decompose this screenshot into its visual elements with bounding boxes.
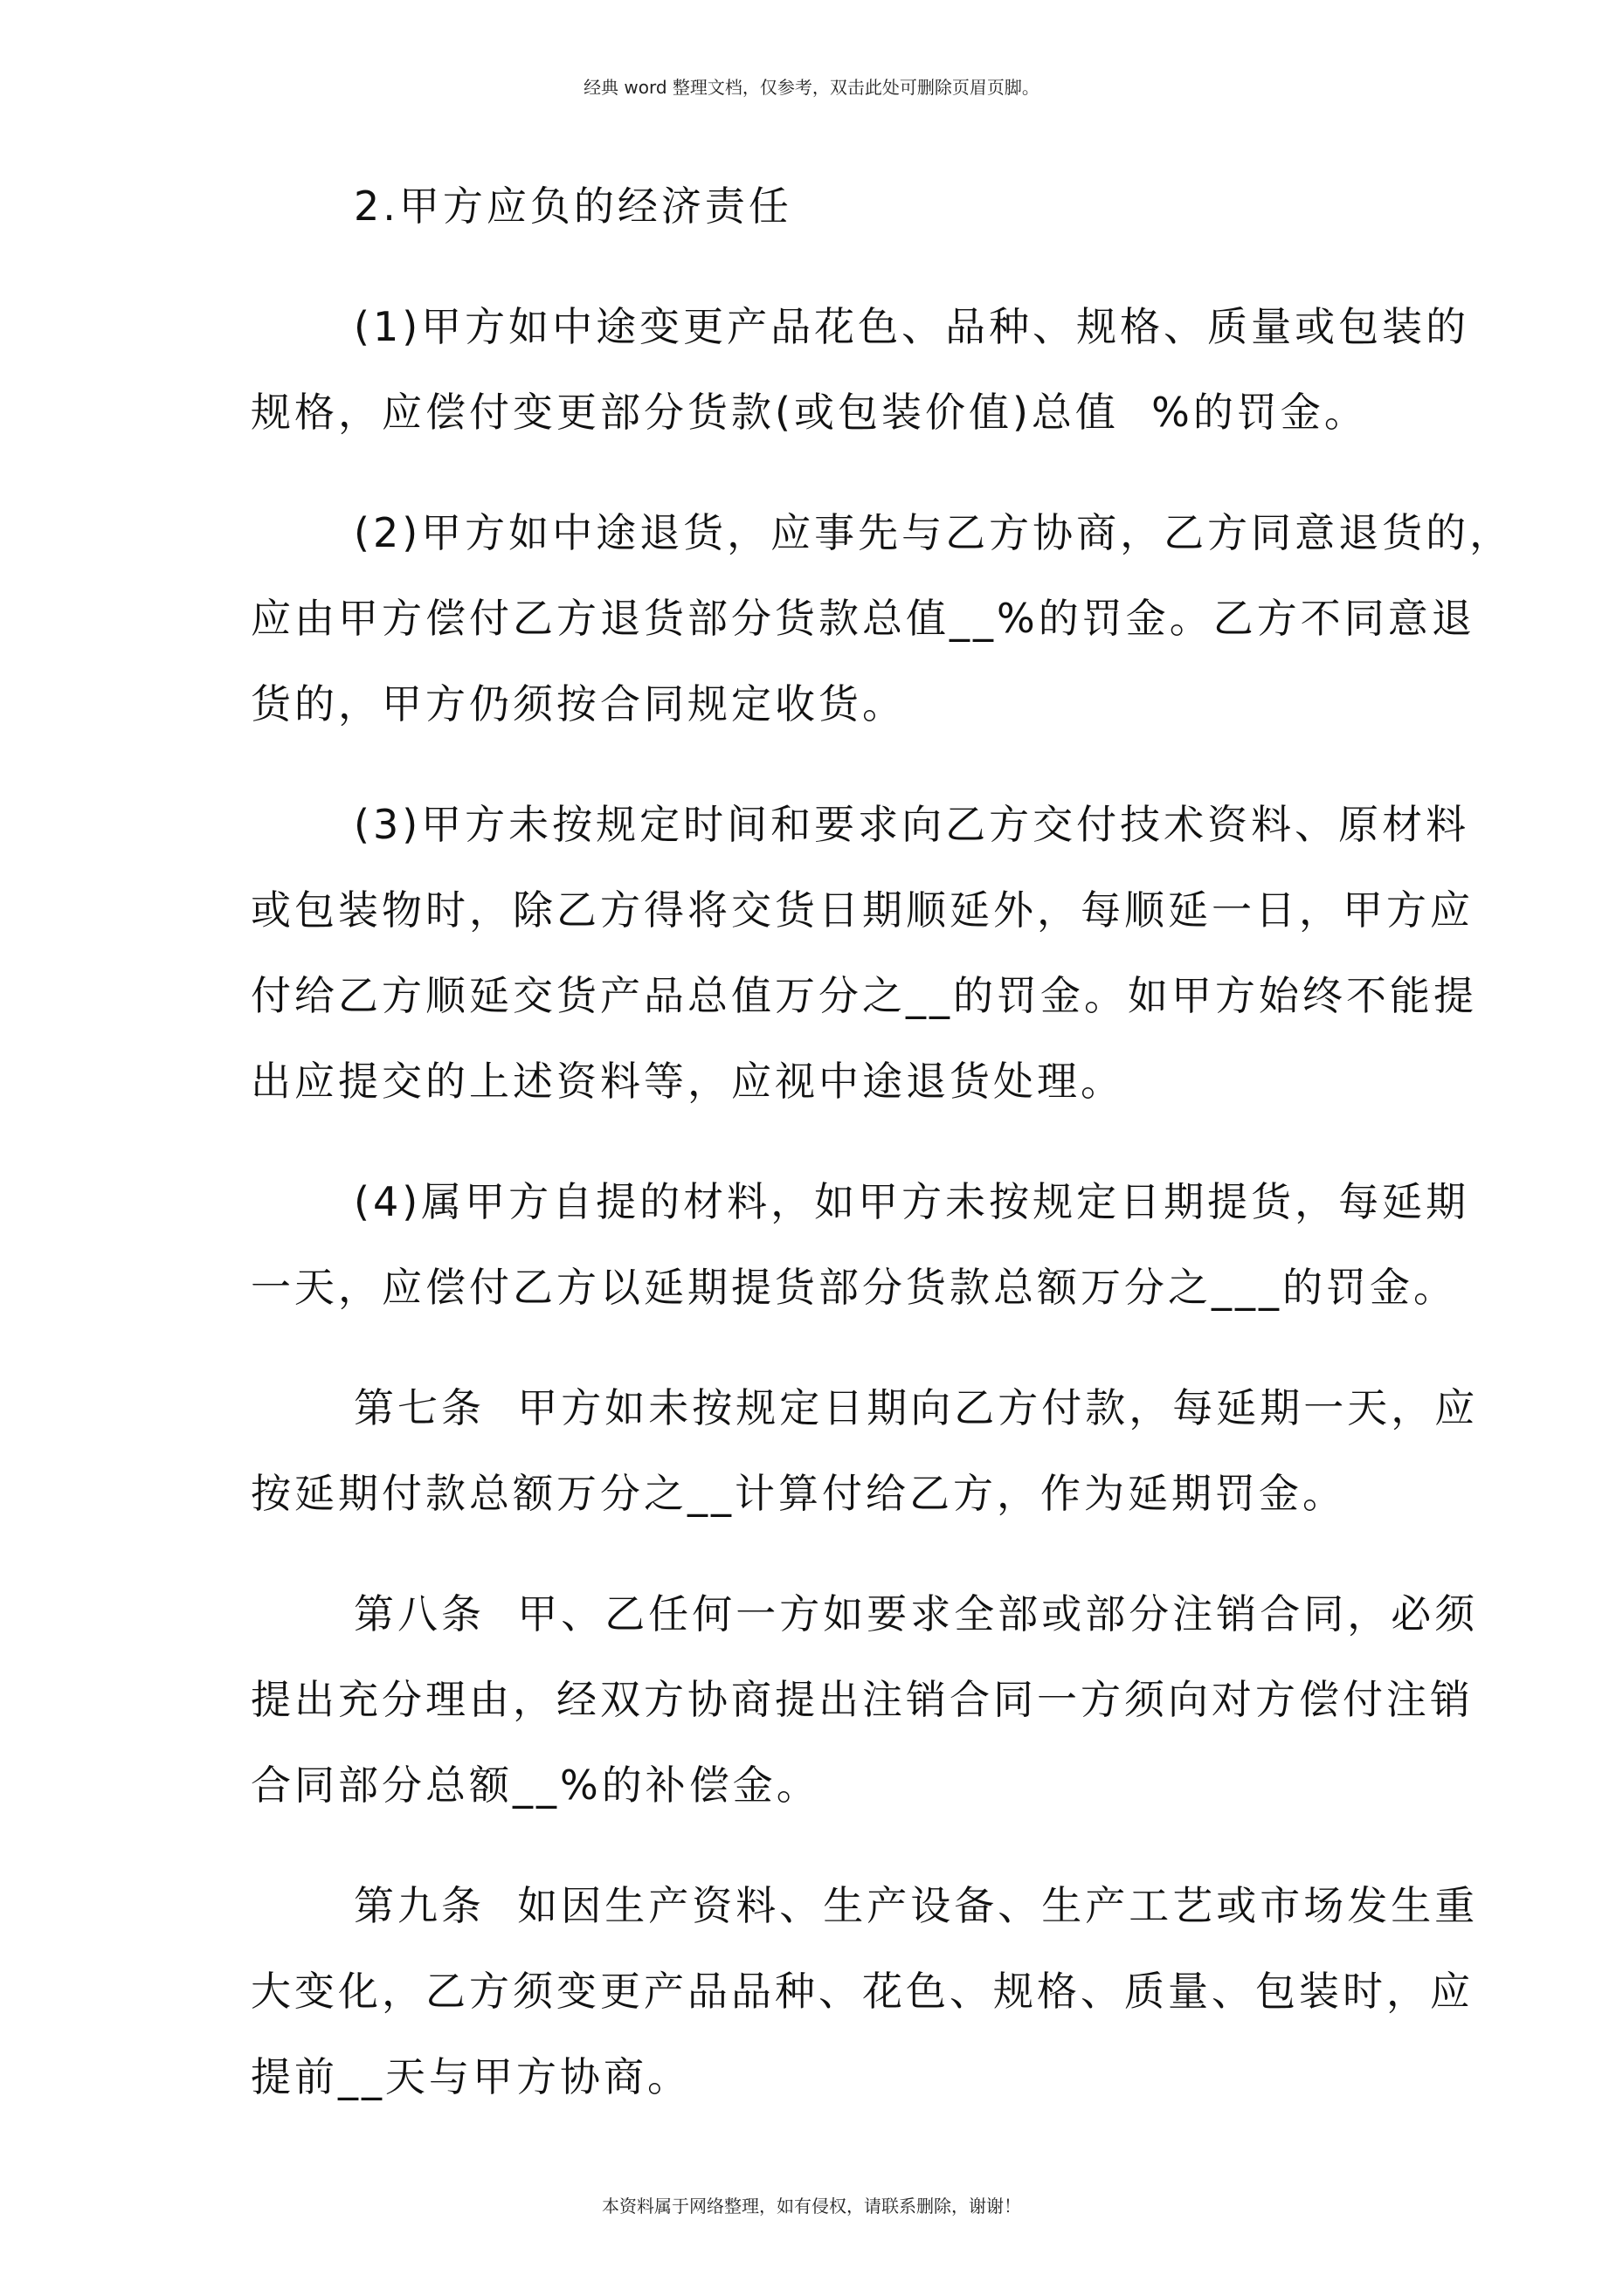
- paragraph: [251, 284, 1470, 455]
- paragraph: [251, 1571, 1479, 1828]
- document-body: [251, 163, 1514, 2155]
- text-line: 付给乙方顺延交货产品总值万分之__的罚金。如甲方始终不能提: [251, 972, 1477, 1019]
- text-line: (2)甲方如中途退货，应事先与乙方协商，乙方同意退货的，: [354, 509, 1514, 556]
- page-header: 经典 word 整理文档，仅参考，双击此处可删除页眉页脚。: [584, 77, 1039, 98]
- text-line: 第七条 甲方如未按规定日期向乙方付款，每延期一天，应: [354, 1384, 1479, 1431]
- text-line: 提出充分理由，经双方协商提出注销合同一方须向对方偿付注销: [251, 1676, 1474, 1723]
- text-line: 大变化，乙方须变更产品品种、花色、规格、质量、包装时，应: [251, 1968, 1474, 2015]
- text-line: 提前__天与甲方协商。: [251, 2053, 691, 2100]
- text-line: 第九条 如因生产资料、生产设备、生产工艺或市场发生重: [354, 1882, 1479, 1929]
- paragraph: [251, 163, 1395, 249]
- paragraph: [251, 1159, 1470, 1330]
- page-footer: 本资料属于网络整理，如有侵权，请联系删除，谢谢！: [602, 2196, 1021, 2217]
- text-line: 合同部分总额__%的补偿金。: [251, 1762, 820, 1809]
- text-line: 应由甲方偿付乙方退货部分货款总值__%的罚金。乙方不同意退: [251, 595, 1475, 642]
- text-line: 一天，应偿付乙方以延期提货部分货款总额万分之___的罚金。: [251, 1264, 1457, 1311]
- paragraph: [251, 782, 1477, 1124]
- text-line: 规格，应偿付变更部分货款(或包装价值)总值 %的罚金。: [251, 389, 1368, 436]
- text-line: 第八条 甲、乙任何一方如要求全部或部分注销合同，必须: [354, 1590, 1479, 1638]
- paragraph: [251, 1365, 1479, 1536]
- paragraph: [251, 1863, 1479, 2120]
- text-line: (4)属甲方自提的材料，如甲方未按规定日期提货，每延期: [354, 1178, 1470, 1225]
- text-line: (3)甲方未按规定时间和要求向乙方交付技术资料、原材料: [354, 801, 1470, 848]
- text-line: 2.甲方应负的经济责任: [354, 183, 792, 230]
- text-line: (1)甲方如中途变更产品花色、品种、规格、质量或包装的: [354, 303, 1470, 350]
- text-line: 出应提交的上述资料等，应视中途退货处理。: [251, 1058, 1124, 1105]
- text-line: 或包装物时，除乙方得将交货日期顺延外，每顺延一日，甲方应: [251, 886, 1474, 934]
- text-line: 按延期付款总额万分之__计算付给乙方，作为延期罚金。: [251, 1470, 1346, 1517]
- text-line: 货的，甲方仍须按合同规定收货。: [251, 680, 906, 727]
- paragraph: [251, 490, 1514, 747]
